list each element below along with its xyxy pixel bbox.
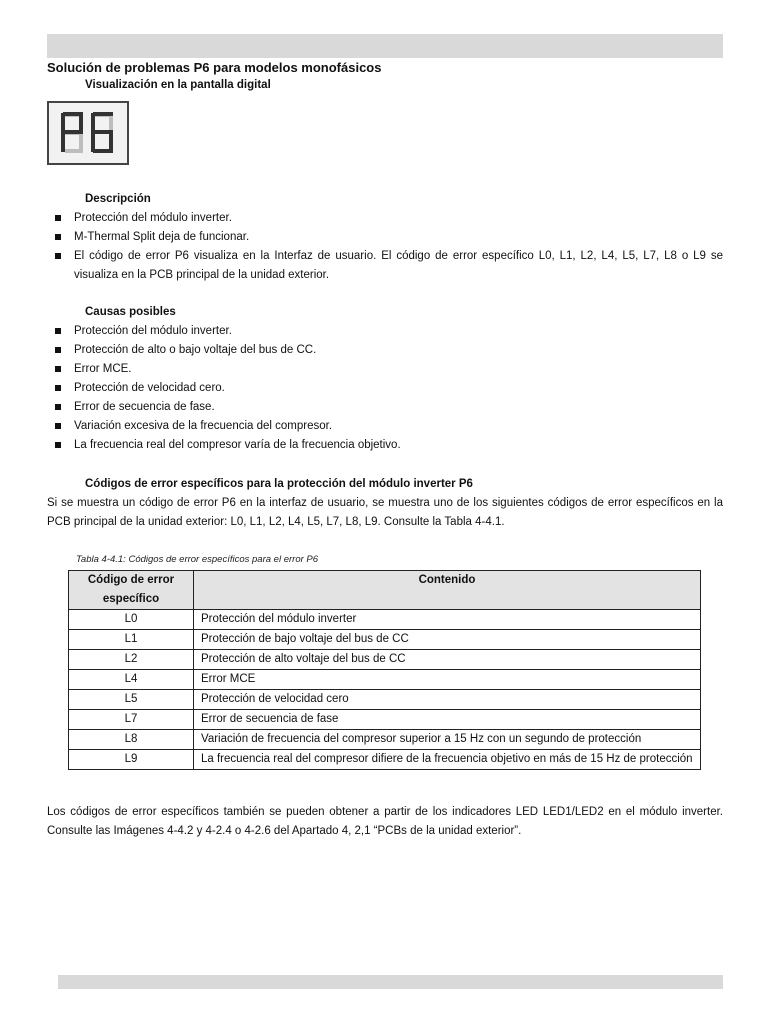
page-title: Solución de problemas P6 para modelos monofásicos [47,60,382,75]
table-row [69,610,701,630]
error-code: L4 [69,670,194,690]
causas-list [47,322,723,455]
error-content: Error MCE [194,670,701,690]
error-code: L7 [69,710,194,730]
error-content: Protección de alto voltaje del bus de CC [194,650,701,670]
table-row [69,750,701,770]
error-code: L1 [69,630,194,650]
list-item: Error de secuencia de fase. [47,398,723,417]
list-item: Protección de velocidad cero. [47,379,723,398]
error-code: L9 [69,750,194,770]
error-content: Protección de bajo voltaje del bus de CC [194,630,701,650]
list-item: M-Thermal Split deja de funcionar. [47,228,723,247]
list-item: Protección del módulo inverter. [47,322,723,341]
column-header-content: Contenido [194,571,701,610]
error-code: L0 [69,610,194,630]
error-code: L5 [69,690,194,710]
table-row [69,710,701,730]
list-item: Protección del módulo inverter. [47,209,723,228]
codigos-intro: Si se muestra un código de error P6 en la interfaz de usuario, se muestra uno de los siguientes códigos de error específicos en la PCB principal de la unidad exterior: L0, L1, L2, L4, L5, L7, L8, L9. Consulte la Tabla 4-4.1. [47,497,723,528]
list-item: Protección de alto o bajo voltaje del bus de CC. [47,341,723,360]
error-content: Error de secuencia de fase [194,710,701,730]
causas-heading: Causas posibles [85,306,176,318]
footer-band [58,975,723,989]
table-row [69,630,701,650]
descripcion-list [47,209,723,285]
column-header-code: Código de error específico [69,571,194,610]
list-item: La frecuencia real del compresor varía de la frecuencia objetivo. [47,436,723,455]
header-band [47,34,723,58]
display-section-heading: Visualización en la pantalla digital [85,79,271,91]
codigos-heading: Códigos de error específicos para la protección del módulo inverter P6 [85,478,473,490]
error-content: Protección del módulo inverter [194,610,701,630]
error-codes-table [68,570,701,770]
footer-note: Los códigos de error específicos también se pueden obtener a partir de los indicadores LED LED1/LED2 en el módulo inverter. Consulte las Imágenes 4-4.2 y 4-2.4 o 4-2.6 del Apartado 4, 2,1 “PCBs de la unidad exterior”. [47,806,723,837]
list-item: Error MCE. [47,360,723,379]
error-content: La frecuencia real del compresor difiere de la frecuencia objetivo en más de 15 Hz de protección [194,750,701,770]
list-item: Variación excesiva de la frecuencia del compresor. [47,417,723,436]
table-row [69,650,701,670]
table-row [69,690,701,710]
descripcion-heading: Descripción [85,193,151,205]
error-content: Protección de velocidad cero [194,690,701,710]
error-content: Variación de frecuencia del compresor superior a 15 Hz con un segundo de protección [194,730,701,750]
table-row [69,670,701,690]
list-item: El código de error P6 visualiza en la Interfaz de usuario. El código de error específico L0, L1, L2, L4, L5, L7, L8 o L9 se visualiza en la PCB principal de la unidad exterior. [47,247,723,285]
table-row [69,730,701,750]
digital-display-p6 [47,101,129,165]
error-code: L2 [69,650,194,670]
error-code: L8 [69,730,194,750]
table-caption: Tabla 4-4.1: Códigos de error específicos para el error P6 [76,554,319,565]
